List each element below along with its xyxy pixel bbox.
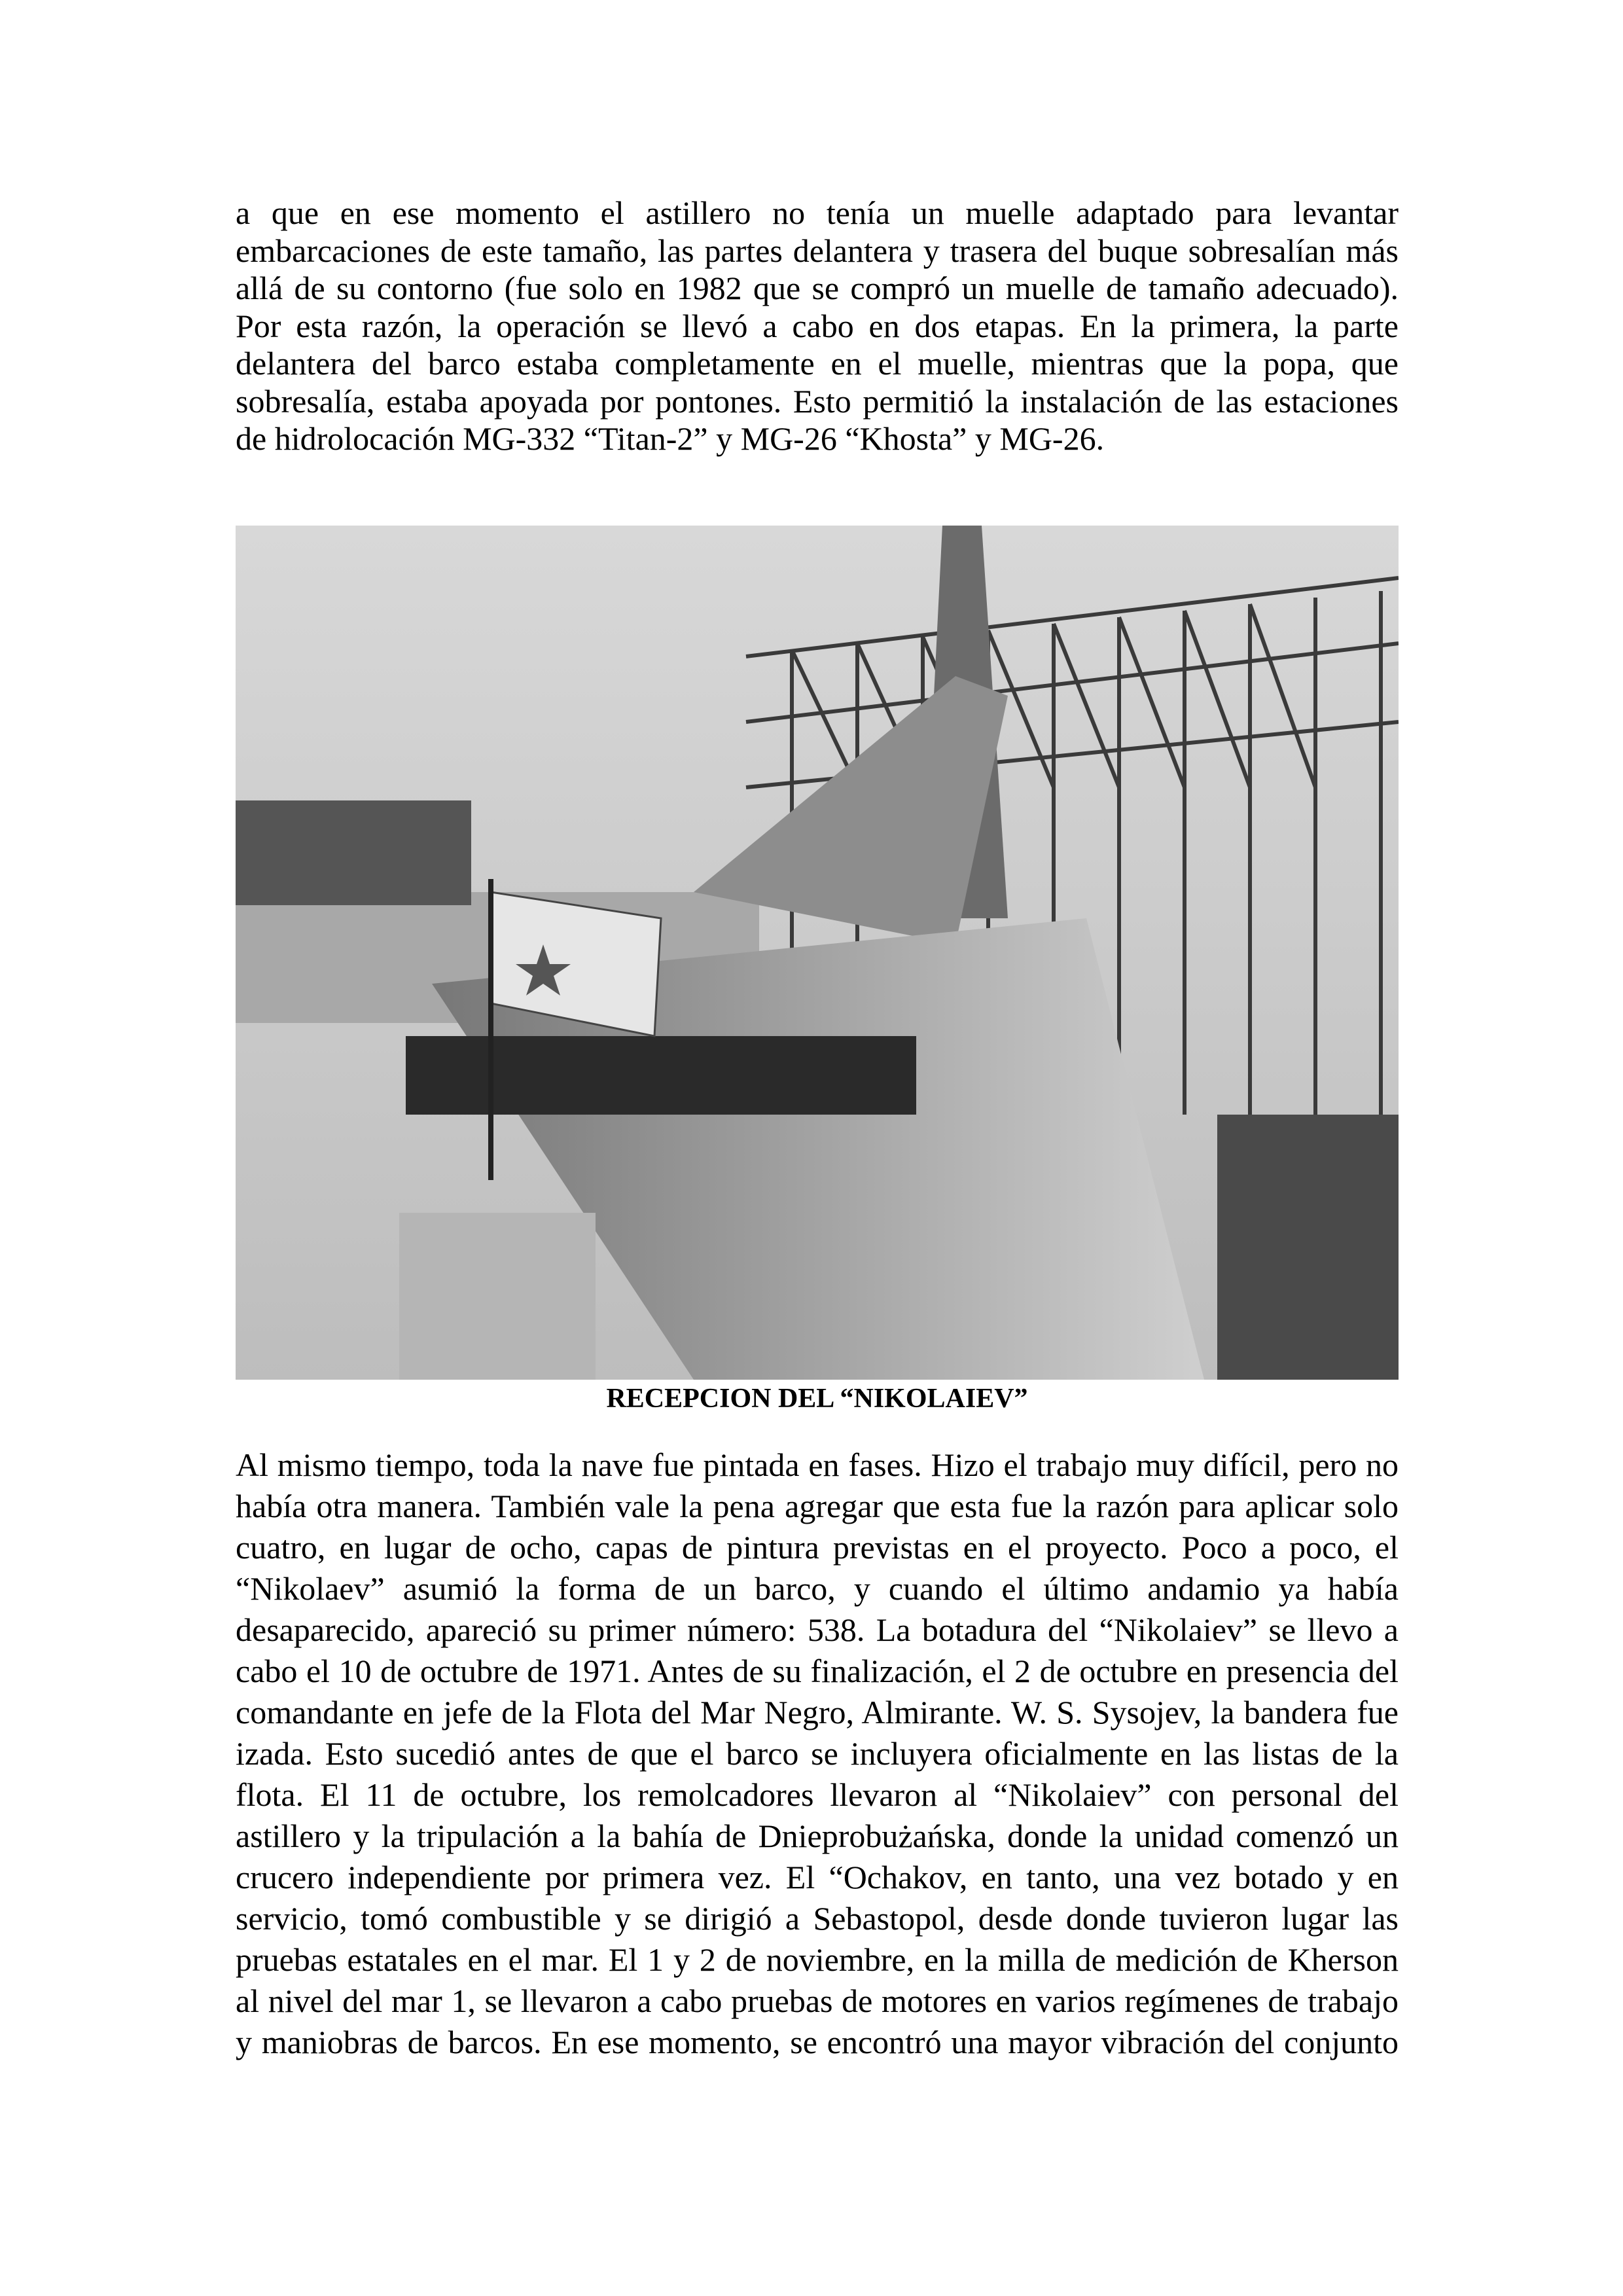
text-line: servicio, tomó combustible y se dirigió a Sebastopol, desde donde tuvieron lugar las	[236, 1900, 1399, 1937]
ship-reception-image	[236, 526, 1399, 1380]
text-line: delantera del barco estaba completamente en el muelle, mientras que la popa, que	[236, 345, 1399, 382]
text-line: Al mismo tiempo, toda la nave fue pintada en fases. Hizo el trabajo muy difícil, pero no	[236, 1446, 1399, 1483]
text-line: había otra manera. También vale la pena agregar que esta fue la razón para aplicar solo	[236, 1488, 1399, 1524]
text-line: astillero y la tripulación a la bahía de Dnieprobużańska, donde la unidad comenzó un	[236, 1818, 1399, 1854]
text-line: Por esta razón, la operación se llevó a cabo en dos etapas. En la primera, la parte	[236, 307, 1399, 344]
text-line: a que en ese momento el astillero no tenía un muelle adaptado para levantar	[236, 194, 1399, 231]
text-line: crucero independiente por primera vez. El “Ochakov, en tanto, una vez botado y en	[236, 1859, 1399, 1895]
ship-photo	[236, 526, 1399, 1380]
text-line: comandante en jefe de la Flota del Mar Negro, Almirante. W. S. Sysojev, la bandera fue	[236, 1694, 1399, 1731]
text-line: embarcaciones de este tamaño, las partes delantera y trasera del buque sobresalían más	[236, 232, 1399, 269]
text-line: pruebas estatales en el mar. El 1 y 2 de noviembre, en la milla de medición de Kherson	[236, 1941, 1399, 1978]
text-line: flota. El 11 de octubre, los remolcadores llevaron al “Nikolaiev” con personal del	[236, 1776, 1399, 1813]
paragraph-2	[236, 1444, 1399, 2063]
text-line: allá de su contorno (fue solo en 1982 que se compró un muelle de tamaño adecuado).	[236, 270, 1399, 306]
text-line: y maniobras de barcos. En ese momento, se encontró una mayor vibración del conjunto	[236, 2024, 1399, 2060]
text-line: de hidrolocación MG-332 “Titan-2” y MG-26 “Khosta” y MG-26.	[236, 420, 1105, 457]
text-line: desaparecido, apareció su primer número: 538. La botadura del “Nikolaiev” se llevo a	[236, 1611, 1399, 1648]
text-line: cabo el 10 de octubre de 1971. Antes de su finalización, el 2 de octubre en presencia del	[236, 1653, 1399, 1689]
text-line: izada. Esto sucedió antes de que el barco se incluyera oficialmente en las listas de la	[236, 1735, 1399, 1772]
text-line: cuatro, en lugar de ocho, capas de pintura previstas en el proyecto. Poco a poco, el	[236, 1529, 1399, 1566]
text-line: “Nikolaev” asumió la forma de un barco, y cuando el último andamio ya había	[236, 1570, 1399, 1607]
text-line: sobresalía, estaba apoyada por pontones. Esto permitió la instalación de las estaciones	[236, 382, 1399, 420]
text-line: al nivel del mar 1, se llevaron a cabo pruebas de motores en varios regímenes de trabajo	[236, 1982, 1399, 2019]
paragraph-1	[236, 194, 1399, 458]
figure-caption: RECEPCION DEL “NIKOLAIEV”	[606, 1384, 1028, 1414]
